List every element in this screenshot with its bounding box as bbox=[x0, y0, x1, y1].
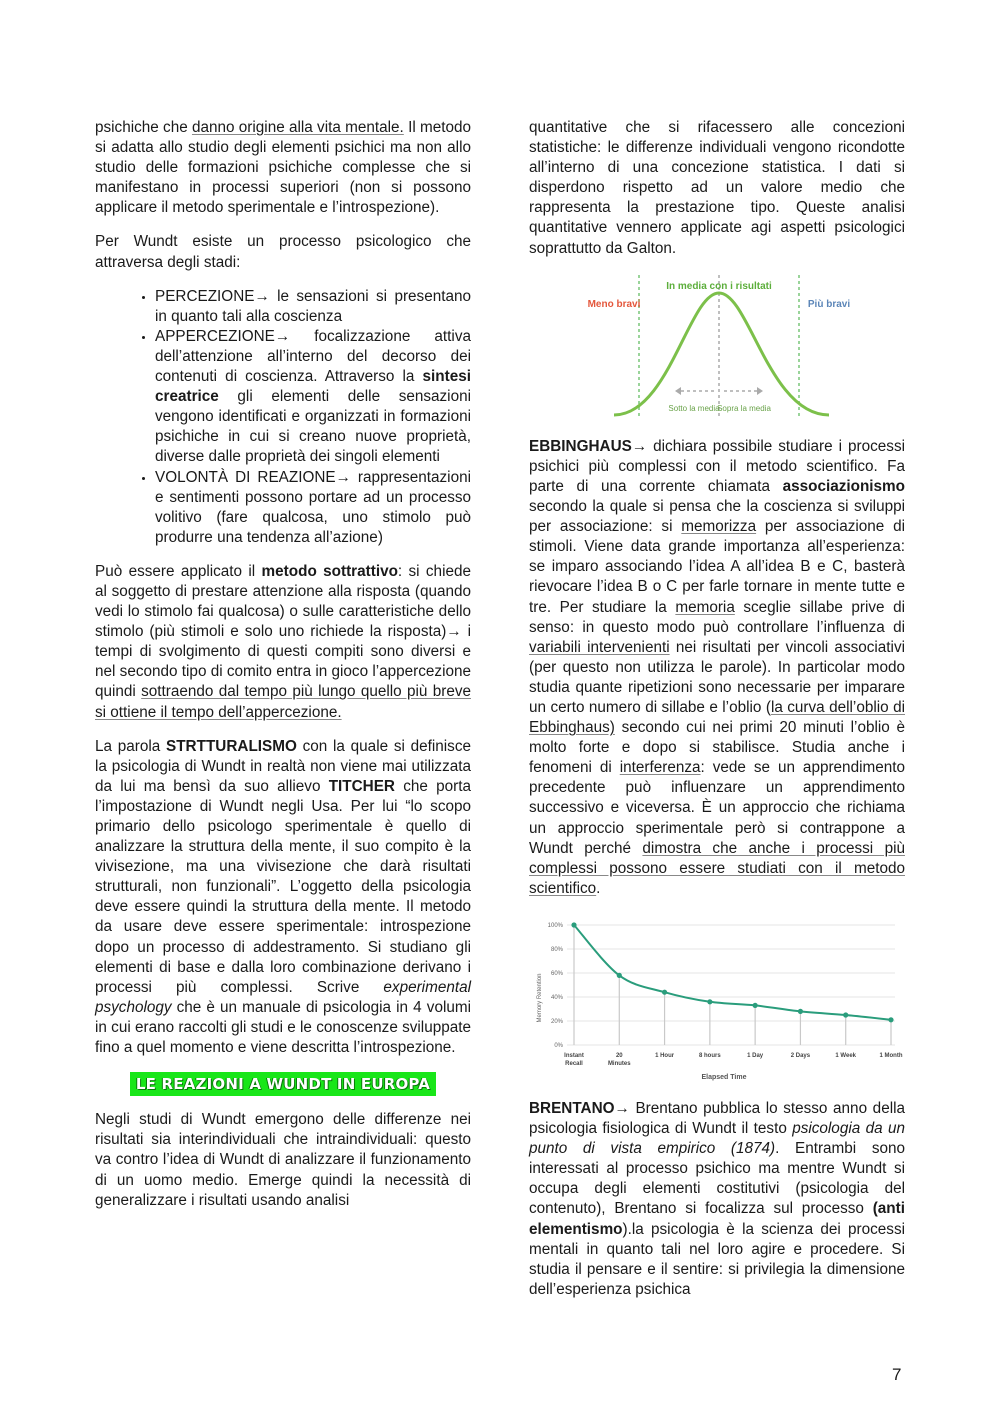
data-point bbox=[843, 1012, 848, 1017]
x-tick-label: 2 Days bbox=[790, 1052, 811, 1059]
bell-curve bbox=[529, 273, 905, 421]
arrow-icon: → bbox=[446, 623, 462, 641]
data-point bbox=[617, 973, 622, 978]
bell-right-label: Più bravi bbox=[807, 298, 851, 310]
x-tick-label: Recall bbox=[565, 1060, 583, 1067]
x-tick-label: 1 Hour bbox=[655, 1052, 675, 1059]
stages-list bbox=[95, 287, 471, 548]
y-tick-label: 20% bbox=[550, 1018, 563, 1025]
bell-below-label: Sotto la media bbox=[668, 403, 720, 413]
right-column bbox=[529, 118, 905, 1314]
forgetting-curve-figure bbox=[529, 913, 905, 1089]
bell-above-label: Sopra la media bbox=[717, 403, 771, 413]
x-tick-label: 1 Month bbox=[879, 1052, 903, 1059]
bell-curve-figure bbox=[529, 273, 905, 427]
section-heading-wrap bbox=[95, 1072, 471, 1096]
y-tick-label: 40% bbox=[550, 994, 563, 1001]
paragraph: Per Wundt esiste un processo psicologico che attraversa degli stadi: bbox=[95, 233, 471, 271]
paragraph: quantitative che si rifacessero alle concezioni statistiche: le differenze individuali vengono ricondotte all’interno di una concezione statistica. I dati si disperdono rispetto ad un valore medio che rappresenta la prestazione tipo. Queste analisi quantitative vennero applicate agi aspetti psicologici soprattutto da Galton. bbox=[529, 119, 905, 257]
x-tick-label: Instant bbox=[564, 1052, 584, 1059]
y-tick-label: 0% bbox=[554, 1042, 563, 1049]
y-axis-label: Memory Retention bbox=[537, 973, 543, 1023]
list-item: • VOLONTÀ DI REAZIONE→ rappresentazioni e sentimenti possono portare ad un processo volitivo (fare qualcosa, uno stimolo può produrre una tendenza all’azione) bbox=[155, 468, 471, 548]
data-point bbox=[707, 999, 712, 1004]
forgetting-curve-chart bbox=[529, 913, 905, 1083]
paragraph: La parola STRTTURALISMO con la quale si definisce la psicologia di Wundt in realtà non viene mai utilizzata da lui ma bensì da suo allievo TITCHER che porta l’impostazione di Wundt negli Usa. Per lui “lo scopo primario dello psicologo sperimentale è quello di analizzare la struttura della mente, il suo compito è la vivisezione, ma una vivisezione che darà risultati strutturali, non funzionali”. L’oggetto della psicologia deve essere quindi la struttura della mente. Il metodo da usare deve essere sperimentale: introspezione dopo un processo di addestramento. Si studiano gli elementi di base e dalla loro combinazione derivano i processi più complessi. Scrive experimental psychology che è un manuale di psicologia in 4 volumi in cui erano raccolti gli studi e le conoscenze sviluppate fino a quel momento e viene descritta l’introspezione. bbox=[95, 737, 471, 1057]
y-tick-label: 100% bbox=[547, 922, 563, 929]
x-tick-label: 1 Day bbox=[747, 1052, 764, 1059]
series-line bbox=[574, 925, 891, 1020]
underlined-text: danno origine alla vita mentale. bbox=[191, 119, 404, 136]
x-tick-label: 20 bbox=[615, 1052, 623, 1059]
underlined-text: sottraendo dal tempo più lungo quello più breve si ottiene il tempo dell’appercezione. bbox=[95, 683, 471, 721]
y-tick-label: 60% bbox=[550, 970, 563, 977]
bell-left-label: Meno bravi bbox=[587, 298, 641, 310]
list-item: • PERCEZIONE→ le sensazioni si presentano in quanto tali alla coscienza bbox=[155, 287, 471, 327]
arrow-icon: → bbox=[631, 437, 648, 455]
paragraph: EBBINGHAUS→ dichiara possibile studiare i processi psichici più complessi con il metodo scientifico. Fa parte di una corrente chiamata associazionismo secondo la quale si pensa che la coscienza si sviluppi per associazione: si memorizza per associazione di stimoli. Viene data grande importanza all’esperienza: se imparo associando l’idea A all’idea B e C, basterà rievocare l’idea B o C per farle tornare in mente tutte e tre. Per studiare la memoria sceglie sillabe prive di senso: in questo modo può controllare l’influenza di variabili intervenienti nei risultati per vincoli associativi (per questo non utilizza le parole). In particolar modo studia quante ripetizioni sono necessarie per imparare un certo numero di sillabe e l’oblio (la curva dell’oblio di Ebbinghaus) secondo cui nei primi 20 minuti l’oblio è molto forte e dopo si stabilisce. Studia anche i fenomeni di interferenza: vede se un apprendimento precedente può influenzare un apprendimento successivo e viceversa. È un approccio che richiama un approccio sperimentale però si contrappone a Wundt perché dimostra che anche i processi più complessi possono essere studiati con il metodo scientifico. bbox=[529, 437, 905, 897]
page-number: 7 bbox=[892, 1365, 902, 1384]
bell-top-label: In media con i risultati bbox=[666, 280, 772, 292]
data-point bbox=[753, 1003, 758, 1008]
data-point bbox=[571, 922, 576, 927]
y-tick-label: 80% bbox=[550, 946, 563, 953]
arrow-icon: → bbox=[614, 1100, 630, 1117]
data-point bbox=[798, 1009, 803, 1014]
left-column bbox=[95, 118, 471, 1225]
x-axis-label: Elapsed Time bbox=[701, 1073, 747, 1081]
paragraph: Negli studi di Wundt emergono delle differenze nei risultati sia interindividuali che intraindividuali: questo va contro l’idea di Wundt di analizzare il funzionamento di un uomo medio. Emerge quindi la necessità di generalizzare i risultati usando analisi bbox=[95, 1111, 471, 1209]
arrow-icon: → bbox=[254, 287, 270, 305]
paragraph: Può essere applicato il metodo sottrattivo: si chiede al soggetto di prestare attenzione alla risposta (quando vedi lo stimolo fai qualcosa) o sulle caratteristiche dello stimolo (più stimoli e solo uno richiede la risposta)→ i tempi di svolgimento di questi compiti sono diversi e nel secondo tipo di comito entra in gioco l’appercezione quindi sottraendo dal tempo più lungo quello più breve si ottiene il tempo dell’appercezione. bbox=[95, 562, 471, 721]
x-tick-label: 8 hours bbox=[699, 1052, 721, 1059]
x-tick-label: Minutes bbox=[607, 1060, 631, 1067]
arrow-icon: → bbox=[274, 327, 291, 345]
section-heading: LE REAZIONI A WUNDT IN EUROPA bbox=[130, 1072, 436, 1096]
arrow-icon: → bbox=[335, 468, 351, 486]
paragraph: BRENTANO→ Brentano pubblica lo stesso anno della psicologia fisiologica di Wundt il testo psicologia da un punto di vista empirico (1874). Entrambi sono interessati al processo psichico ma mentre Wundt si occupa degli elementi costitutivi (psicologia del contenuto), Brentano si focalizza sul processo (anti elementismo).la psicologia è la scienza dei processi mentali in quanto tali nel loro agire e procedere. Si studia il pensare e il sentire: si privilegia la dimensione dell’esperienza psichica bbox=[529, 1100, 905, 1298]
list-item: • APPERCEZIONE→ focalizzazione attiva dell’attenzione all’interno del decorso dei contenuti di coscienza. Attraverso la sintesi creatrice gli elementi delle sensazioni vengono identificati e organizzati in formazioni psichiche in cui si creano nuove proprietà, diverse dalle proprietà dei singoli elementi bbox=[155, 327, 471, 468]
data-point bbox=[888, 1017, 893, 1022]
paragraph: psichiche che danno origine alla vita mentale. Il metodo si adatta allo studio degli elementi psichici ma non allo studio delle formazioni psichiche complesse che si manifestano in processi superiori (non si possono applicare il metodo sperimentale e l’introspezione). bbox=[95, 119, 472, 217]
x-tick-label: 1 Week bbox=[835, 1052, 857, 1059]
data-point bbox=[662, 990, 667, 995]
